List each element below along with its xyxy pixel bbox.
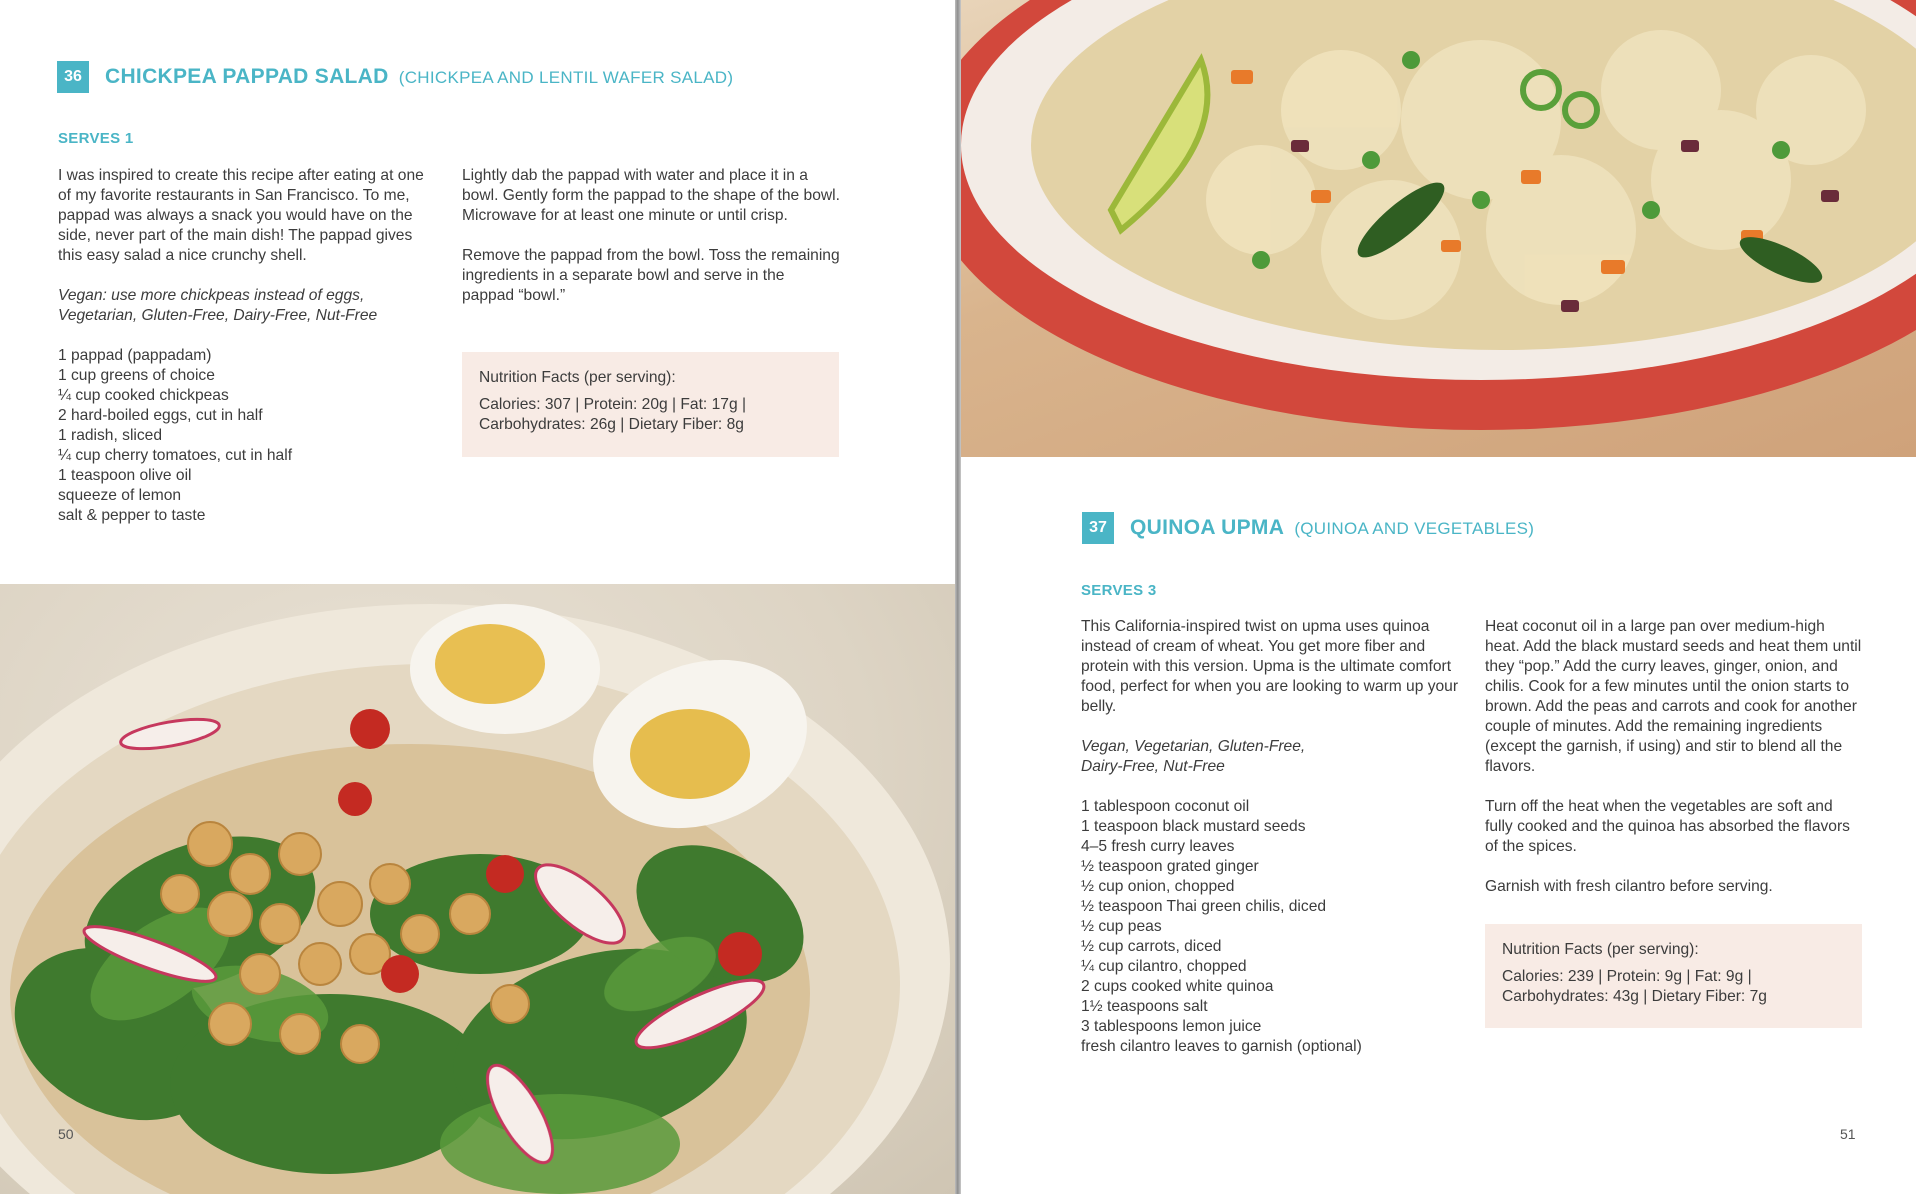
nutrition-line: Carbohydrates: 43g | Dietary Fiber: 7g (1502, 988, 1767, 1005)
ingredient-item: ½ teaspoon Thai green chilis, diced (1081, 898, 1327, 915)
recipe-header (1082, 512, 1534, 544)
recipe-title-main: QUINOA UPMA (1130, 516, 1285, 539)
recipe-number-badge: 36 (57, 61, 89, 93)
ingredient-item: 2 cups cooked white quinoa (1081, 978, 1274, 995)
nutrition-line: Calories: 239 | Protein: 9g | Fat: 9g | (1502, 968, 1752, 985)
step-paragraph: Lightly dab the pappad with water and place it in a bowl. Gently form the pappad to the shape of the bowl. Microwave for at least one minute or until crisp. (462, 167, 840, 224)
ingredient-item: 1½ teaspoons salt (1081, 998, 1208, 1015)
ingredient-item: 1 cup greens of choice (58, 367, 215, 384)
recipe-intro: I was inspired to create this recipe after eating at one of my favorite restaurants in San Francisco. To me, pappad was always a snack you would have on the side, never part of the main dish! The pappad gives this easy salad a nice crunchy shell. (58, 167, 424, 264)
nutrition-heading: Nutrition Facts (per serving): (1502, 941, 1699, 958)
step-paragraph: Remove the pappad from the bowl. Toss the remaining ingredients in a separate bowl and serve in the pappad “bowl.” (462, 247, 840, 304)
serves-label: SERVES 1 (58, 130, 134, 147)
ingredient-item: 1 tablespoon coconut oil (1081, 798, 1250, 815)
ingredient-item: 1 pappad (pappadam) (58, 347, 212, 364)
diet-info (1081, 737, 1459, 777)
ingredient-item: ½ cup onion, chopped (1081, 878, 1235, 895)
ingredient-list (58, 346, 436, 526)
ingredient-item: 4–5 fresh curry leaves (1081, 838, 1235, 855)
recipe-title (1130, 516, 1534, 540)
page-number: 50 (58, 1126, 74, 1142)
ingredient-item: ½ teaspoon grated ginger (1081, 858, 1259, 875)
ingredient-item: 2 hard-boiled eggs, cut in half (58, 407, 263, 424)
nutrition-box (462, 352, 839, 457)
recipe-title-sub: (CHICKPEA AND LENTIL WAFER SALAD) (398, 68, 734, 87)
step-paragraph: Garnish with fresh cilantro before serving. (1485, 878, 1773, 895)
quinoa-photo (961, 0, 1916, 457)
right-column (462, 166, 840, 326)
diet-info-line: Dairy-Free, Nut-Free (1081, 758, 1225, 775)
diet-info-line: Vegan, Vegetarian, Gluten-Free, (1081, 738, 1306, 755)
recipe-title-sub: (QUINOA AND VEGETABLES) (1294, 519, 1535, 538)
right-page (961, 0, 1916, 1194)
left-column (1081, 617, 1459, 1057)
nutrition-heading: Nutrition Facts (per serving): (479, 369, 676, 386)
ingredient-item: ½ cup carrots, diced (1081, 938, 1222, 955)
ingredient-item: fresh cilantro leaves to garnish (optional) (1081, 1038, 1362, 1055)
ingredient-item: 1 radish, sliced (58, 427, 163, 444)
step-paragraph: Heat coconut oil in a large pan over medium-high heat. Add the black mustard seeds and heat them until they “pop.” Add the curry leaves, ginger, onion, and chilis. Cook for a few minutes until the onion starts to brown. Add the peas and carrots and cook for another couple of minutes. Add the remaining ingredients (except the garnish, if using) and stir to blend all the flavors. (1485, 618, 1862, 775)
ingredient-item: 1 teaspoon olive oil (58, 467, 192, 484)
ingredient-item: ¼ cup cilantro, chopped (1081, 958, 1247, 975)
ingredient-item: ¼ cup cooked chickpeas (58, 387, 229, 404)
ingredient-list (1081, 797, 1459, 1057)
recipe-number-badge: 37 (1082, 512, 1114, 544)
left-page (0, 0, 955, 1194)
ingredient-item: ½ cup peas (1081, 918, 1162, 935)
ingredient-item: 1 teaspoon black mustard seeds (1081, 818, 1306, 835)
recipe-header (57, 61, 733, 93)
salad-photo (0, 584, 955, 1194)
step-paragraph: Turn off the heat when the vegetables are soft and fully cooked and the quinoa has absorbed the flavors of the spices. (1485, 798, 1850, 855)
recipe-title-main: CHICKPEA PAPPAD SALAD (105, 65, 389, 88)
nutrition-line: Calories: 307 | Protein: 20g | Fat: 17g | (479, 396, 746, 413)
nutrition-box (1485, 924, 1862, 1028)
ingredient-item: ¼ cup cherry tomatoes, cut in half (58, 447, 293, 464)
ingredient-item: squeeze of lemon (58, 487, 182, 504)
left-column (58, 166, 436, 526)
ingredient-item: 3 tablespoons lemon juice (1081, 1018, 1262, 1035)
salad-photo-graphic (0, 584, 955, 1194)
page-number: 51 (1840, 1126, 1856, 1142)
recipe-intro: This California-inspired twist on upma uses quinoa instead of cream of wheat. You get more fiber and protein with this version. Upma is the ultimate comfort food, perfect for when you are looking to warm up your belly. (1081, 618, 1459, 715)
right-column (1485, 617, 1863, 917)
serves-label: SERVES 3 (1081, 582, 1157, 599)
ingredient-item: salt & pepper to taste (58, 507, 206, 524)
quinoa-photo-graphic (961, 0, 1916, 457)
nutrition-line: Carbohydrates: 26g | Dietary Fiber: 8g (479, 416, 744, 433)
recipe-title (105, 65, 733, 89)
diet-info: Vegan: use more chickpeas instead of eggs, Vegetarian, Gluten-Free, Dairy-Free, Nut-Free (58, 287, 378, 324)
